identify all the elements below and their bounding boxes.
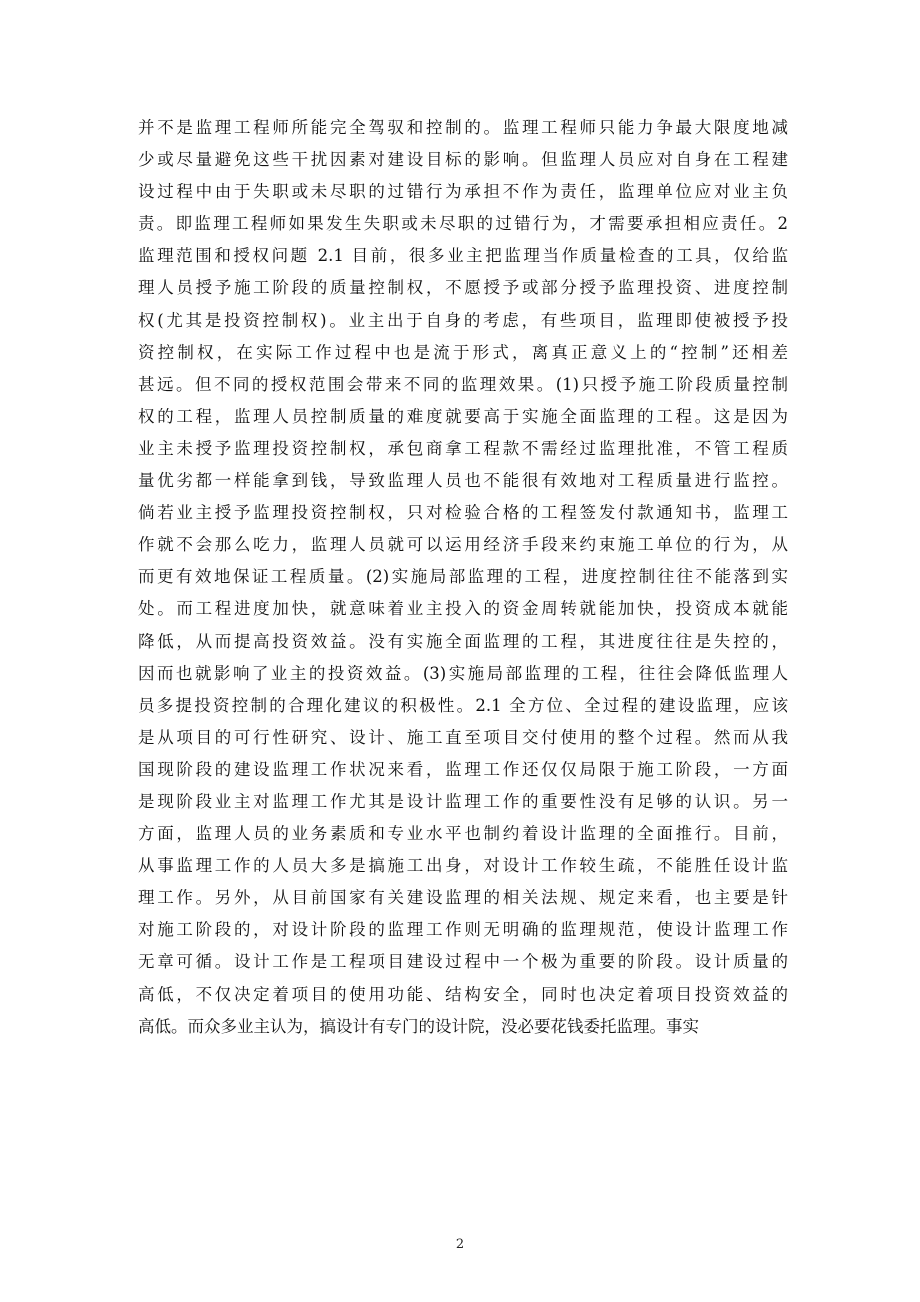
text-line: 处。而工程进度加快，就意味着业主投入的资金周转就能加快，投资成本就能 bbox=[138, 599, 788, 619]
text-line: 监理范围和授权问题 2.1 目前，很多业主把监理当作质量检查的工具，仅给监 bbox=[138, 246, 788, 266]
body-text bbox=[138, 112, 788, 1043]
text-line: 权(尤其是投资控制权)。业主出于自身的考虑，有些项目，监理即使被授予投 bbox=[138, 310, 788, 330]
text-line: 从事监理工作的人员大多是搞施工出身，对设计工作较生疏，不能胜任设计监 bbox=[138, 856, 788, 876]
text-line: 量优劣都一样能拿到钱，导致监理人员也不能很有效地对工程质量进行监控。 bbox=[138, 471, 788, 491]
text-line: 高低。而众多业主认为，搞设计有专门的设计院，没必要花钱委托监理。事实 bbox=[138, 1016, 699, 1036]
page-number: 2 bbox=[455, 1237, 465, 1252]
text-line: 是现阶段业主对监理工作尤其是设计监理工作的重要性没有足够的认识。另一 bbox=[138, 791, 788, 811]
text-line: 资控制权，在实际工作过程中也是流于形式，离真正意义上的“控制”还相差 bbox=[138, 342, 788, 362]
text-line: 并不是监理工程师所能完全驾驭和控制的。监理工程师只能力争最大限度地减 bbox=[138, 118, 788, 137]
text-line: 因而也就影响了业主的投资效益。(3)实施局部监理的工程，往往会降低监理人 bbox=[138, 663, 788, 683]
text-line: 对施工阶段的，对设计阶段的监理工作则无明确的监理规范，使设计监理工作 bbox=[138, 920, 788, 940]
text-line: 是从项目的可行性研究、设计、施工直至项目交付使用的整个过程。然而从我 bbox=[138, 727, 788, 747]
text-line: 方面，监理人员的业务素质和专业水平也制约着设计监理的全面推行。目前， bbox=[138, 824, 788, 844]
text-line: 责。即监理工程师如果发生失职或未尽职的过错行为，才需要承担相应责任。2 bbox=[138, 214, 788, 234]
text-line: 无章可循。设计工作是工程项目建设过程中一个极为重要的阶段。设计质量的 bbox=[138, 952, 788, 972]
text-line: 降低，从而提高投资效益。没有实施全面监理的工程，其进度往往是失控的， bbox=[138, 631, 788, 651]
text-line: 国现阶段的建设监理工作状况来看，监理工作还仅仅局限于施工阶段，一方面 bbox=[138, 759, 788, 779]
text-line: 高低，不仅决定着项目的使用功能、结构安全，同时也决定着项目投资效益的 bbox=[138, 984, 788, 1004]
text-line: 而更有效地保证工程质量。(2)实施局部监理的工程，进度控制往往不能落到实 bbox=[138, 567, 788, 587]
text-line: 理人员授予施工阶段的质量控制权，不愿授予或部分授予监理投资、进度控制 bbox=[138, 278, 788, 298]
text-line: 员多提投资控制的合理化建议的积极性。2.1 全方位、全过程的建设监理，应该 bbox=[138, 695, 788, 715]
text-line: 作就不会那么吃力，监理人员就可以运用经济手段来约束施工单位的行为，从 bbox=[138, 535, 788, 555]
text-line: 倘若业主授予监理投资控制权，只对检验合格的工程签发付款通知书，监理工 bbox=[138, 503, 788, 523]
text-line: 理工作。另外，从目前国家有关建设监理的相关法规、规定来看，也主要是针 bbox=[138, 888, 788, 908]
text-line: 甚远。但不同的授权范围会带来不同的监理效果。(1)只授予施工阶段质量控制 bbox=[138, 374, 788, 394]
text-line: 业主未授予监理投资控制权，承包商拿工程款不需经过监理批准，不管工程质 bbox=[138, 438, 788, 458]
text-line: 少或尽量避免这些干扰因素对建设目标的影响。但监理人员应对自身在工程建 bbox=[138, 150, 788, 170]
text-line: 设过程中由于失职或未尽职的过错行为承担不作为责任，监理单位应对业主负 bbox=[138, 182, 788, 202]
text-line: 权的工程，监理人员控制质量的难度就要高于实施全面监理的工程。这是因为 bbox=[138, 406, 788, 426]
